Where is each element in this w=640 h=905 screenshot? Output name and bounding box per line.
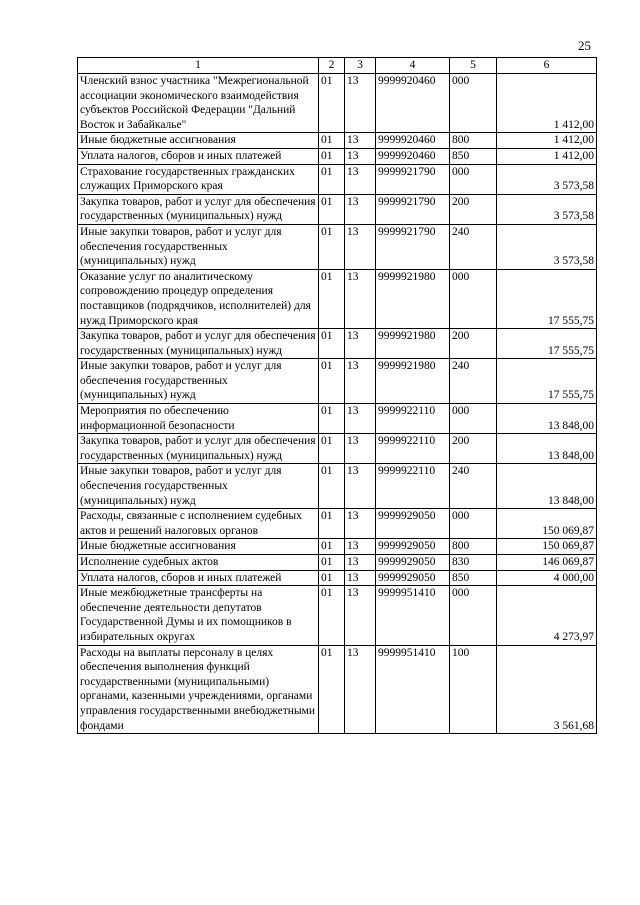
row-amount-cell: 150 069,87 [497, 539, 597, 555]
row-subsection-cell: 13 [345, 570, 376, 586]
row-amount-cell: 13 848,00 [497, 464, 597, 509]
row-name-cell: Оказание услуг по аналитическому сопровождению процедур определения поставщиков (подрядчиков, исполнителей) для нужд Приморского края [78, 269, 319, 328]
row-section-cell: 01 [319, 464, 345, 509]
row-name-cell: Иные межбюджетные трансферты на обеспечение деятельности депутатов Государственной Думы и их помощников в избирательных округах [78, 586, 319, 645]
row-target-article-cell: 9999922110 [376, 434, 450, 464]
row-target-article-cell: 9999921790 [376, 164, 450, 194]
table-row [78, 555, 597, 571]
row-subsection-cell: 13 [345, 133, 376, 149]
table-row [78, 539, 597, 555]
row-name-cell: Мероприятия по обеспечению информационной безопасности [78, 404, 319, 434]
row-subsection-cell: 13 [345, 269, 376, 328]
row-name-cell: Иные закупки товаров, работ и услуг для обеспечения государственных (муниципальных) нужд [78, 464, 319, 509]
row-section-cell: 01 [319, 164, 345, 194]
row-section-cell: 01 [319, 224, 345, 269]
row-section-cell: 01 [319, 269, 345, 328]
row-expense-type-cell: 850 [450, 148, 497, 164]
row-name-cell: Иные бюджетные ассигнования [78, 133, 319, 149]
row-target-article-cell: 9999920460 [376, 74, 450, 133]
row-section-cell: 01 [319, 509, 345, 539]
row-name-cell: Расходы на выплаты персоналу в целях обеспечения выполнения функций государственными (муниципальными) органами, казенными учреждениями, органами управления государственными внебюджетными фондами [78, 645, 319, 734]
row-expense-type-cell: 800 [450, 539, 497, 555]
row-target-article-cell: 9999921980 [376, 269, 450, 328]
header-col-5: 5 [450, 58, 497, 74]
row-name-cell: Закупка товаров, работ и услуг для обеспечения государственных (муниципальных) нужд [78, 329, 319, 359]
row-amount-cell: 3 573,58 [497, 224, 597, 269]
row-amount-cell: 4 000,00 [497, 570, 597, 586]
page-number: 25 [578, 38, 591, 53]
row-amount-cell: 3 561,68 [497, 645, 597, 734]
row-subsection-cell: 13 [345, 148, 376, 164]
header-col-4: 4 [376, 58, 450, 74]
row-amount-cell: 17 555,75 [497, 359, 597, 404]
row-name-cell: Закупка товаров, работ и услуг для обеспечения государственных (муниципальных) нужд [78, 194, 319, 224]
row-subsection-cell: 13 [345, 434, 376, 464]
table-row [78, 194, 597, 224]
row-section-cell: 01 [319, 404, 345, 434]
row-expense-type-cell: 200 [450, 434, 497, 464]
row-expense-type-cell: 800 [450, 133, 497, 149]
row-target-article-cell: 9999921790 [376, 194, 450, 224]
row-name-cell: Расходы, связанные с исполнением судебных актов и решений налоговых органов [78, 509, 319, 539]
row-amount-cell: 146 069,87 [497, 555, 597, 571]
table-row [78, 359, 597, 404]
row-amount-cell: 3 573,58 [497, 164, 597, 194]
row-name-cell: Уплата налогов, сборов и иных платежей [78, 148, 319, 164]
row-target-article-cell: 9999929050 [376, 570, 450, 586]
budget-table [77, 57, 597, 734]
row-section-cell: 01 [319, 586, 345, 645]
row-target-article-cell: 9999929050 [376, 555, 450, 571]
row-target-article-cell: 9999922110 [376, 464, 450, 509]
table-row [78, 133, 597, 149]
row-expense-type-cell: 240 [450, 224, 497, 269]
row-target-article-cell: 9999920460 [376, 133, 450, 149]
row-target-article-cell: 9999929050 [376, 509, 450, 539]
row-target-article-cell: 9999921980 [376, 329, 450, 359]
table-row [78, 224, 597, 269]
row-section-cell: 01 [319, 570, 345, 586]
row-target-article-cell: 9999920460 [376, 148, 450, 164]
row-amount-cell: 3 573,58 [497, 194, 597, 224]
row-section-cell: 01 [319, 74, 345, 133]
row-amount-cell: 17 555,75 [497, 329, 597, 359]
row-amount-cell: 17 555,75 [497, 269, 597, 328]
table-row [78, 74, 597, 133]
row-section-cell: 01 [319, 148, 345, 164]
row-target-article-cell: 9999922110 [376, 404, 450, 434]
row-name-cell: Уплата налогов, сборов и иных платежей [78, 570, 319, 586]
row-subsection-cell: 13 [345, 329, 376, 359]
table-row [78, 570, 597, 586]
row-amount-cell: 1 412,00 [497, 74, 597, 133]
row-expense-type-cell: 000 [450, 586, 497, 645]
row-expense-type-cell: 000 [450, 269, 497, 328]
table-row [78, 164, 597, 194]
header-row [78, 58, 597, 74]
row-subsection-cell: 13 [345, 359, 376, 404]
row-section-cell: 01 [319, 359, 345, 404]
row-subsection-cell: 13 [345, 74, 376, 133]
row-subsection-cell: 13 [345, 539, 376, 555]
table-row [78, 269, 597, 328]
row-subsection-cell: 13 [345, 164, 376, 194]
row-subsection-cell: 13 [345, 464, 376, 509]
table-row [78, 329, 597, 359]
row-name-cell: Исполнение судебных актов [78, 555, 319, 571]
row-expense-type-cell: 240 [450, 464, 497, 509]
row-section-cell: 01 [319, 133, 345, 149]
row-subsection-cell: 13 [345, 509, 376, 539]
row-name-cell: Страхование государственных гражданских служащих Приморского края [78, 164, 319, 194]
row-amount-cell: 4 273,97 [497, 586, 597, 645]
row-expense-type-cell: 000 [450, 74, 497, 133]
row-section-cell: 01 [319, 539, 345, 555]
row-section-cell: 01 [319, 434, 345, 464]
row-amount-cell: 13 848,00 [497, 434, 597, 464]
header-col-2: 2 [319, 58, 345, 74]
row-expense-type-cell: 850 [450, 570, 497, 586]
row-section-cell: 01 [319, 329, 345, 359]
row-name-cell: Членский взнос участника "Межрегиональной ассоциации экономического взаимодействия субъектов Российской Федерации "Дальний Восток и Забайкалье" [78, 74, 319, 133]
row-target-article-cell: 9999929050 [376, 539, 450, 555]
row-name-cell: Иные закупки товаров, работ и услуг для обеспечения государственных (муниципальных) нужд [78, 359, 319, 404]
row-subsection-cell: 13 [345, 194, 376, 224]
row-expense-type-cell: 240 [450, 359, 497, 404]
row-amount-cell: 150 069,87 [497, 509, 597, 539]
row-name-cell: Закупка товаров, работ и услуг для обеспечения государственных (муниципальных) нужд [78, 434, 319, 464]
header-col-1: 1 [78, 58, 319, 74]
row-expense-type-cell: 000 [450, 509, 497, 539]
row-subsection-cell: 13 [345, 645, 376, 734]
row-subsection-cell: 13 [345, 224, 376, 269]
row-target-article-cell: 9999951410 [376, 645, 450, 734]
row-subsection-cell: 13 [345, 404, 376, 434]
row-section-cell: 01 [319, 555, 345, 571]
header-col-3: 3 [345, 58, 376, 74]
row-name-cell: Иные закупки товаров, работ и услуг для обеспечения государственных (муниципальных) нужд [78, 224, 319, 269]
row-subsection-cell: 13 [345, 586, 376, 645]
table-row [78, 509, 597, 539]
row-expense-type-cell: 000 [450, 164, 497, 194]
table-row [78, 148, 597, 164]
row-section-cell: 01 [319, 645, 345, 734]
row-expense-type-cell: 200 [450, 329, 497, 359]
table-row [78, 586, 597, 645]
table-row [78, 645, 597, 734]
row-name-cell: Иные бюджетные ассигнования [78, 539, 319, 555]
row-subsection-cell: 13 [345, 555, 376, 571]
row-expense-type-cell: 200 [450, 194, 497, 224]
table-row [78, 404, 597, 434]
row-amount-cell: 1 412,00 [497, 148, 597, 164]
row-target-article-cell: 9999951410 [376, 586, 450, 645]
table-row [78, 464, 597, 509]
row-amount-cell: 1 412,00 [497, 133, 597, 149]
row-section-cell: 01 [319, 194, 345, 224]
row-target-article-cell: 9999921790 [376, 224, 450, 269]
table-row [78, 434, 597, 464]
row-expense-type-cell: 830 [450, 555, 497, 571]
row-expense-type-cell: 000 [450, 404, 497, 434]
header-col-6: 6 [497, 58, 597, 74]
row-target-article-cell: 9999921980 [376, 359, 450, 404]
row-amount-cell: 13 848,00 [497, 404, 597, 434]
row-expense-type-cell: 100 [450, 645, 497, 734]
